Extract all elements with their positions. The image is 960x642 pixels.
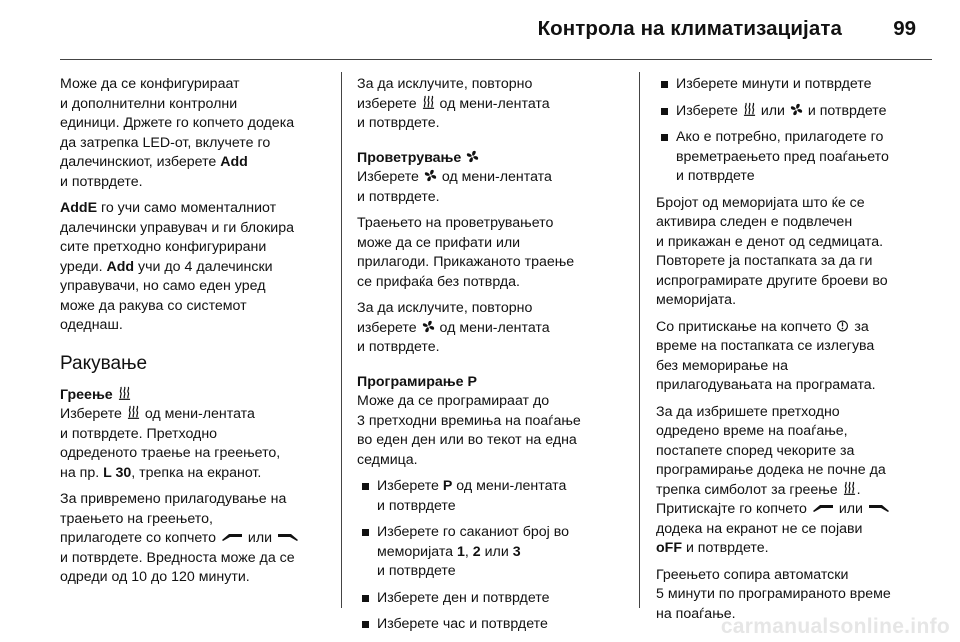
column-3 [656, 75, 941, 631]
watermark: carmanualsonline.info [720, 615, 950, 638]
paragraph-delete: За да избришете претходно одредено време на поаѓање, постапете според чекорите за програмирање додека не почне да трепка симболот за греење . Притискајте го копчето или додека на екранот не се појави oFF и потврдете. [656, 403, 941, 559]
fan-icon [790, 103, 803, 116]
fan-icon [422, 320, 435, 333]
paragraph-programming: Може да се програмираат до 3 претходни времиња на поаѓање во еден ден или во текот на една седмица. [357, 393, 581, 468]
paragraph-heating: Изберете од мени-лентата и потврдете. Претходно одреденото траење на греењето, на пр. L 30, трепка на екранот. [60, 406, 281, 481]
knob-left-icon [221, 531, 243, 543]
subheading-ventilation: Проветрување [357, 149, 642, 169]
fan-icon [424, 169, 437, 182]
page-header [0, 0, 960, 60]
list-item: Изберете P од мени-лентата и потврдете [357, 477, 642, 516]
power-button-icon [836, 319, 849, 332]
knob-right-icon [277, 531, 299, 543]
knob-right-icon [868, 502, 890, 514]
heat-waves-icon [118, 386, 131, 400]
paragraph-memory: Бројот од меморијата што ќе се активира следен е подвлечен и прикажан е денот од седмицата. Повторете ја постапката за да ги испрограмирате другите броеви во меморијата. [656, 194, 888, 308]
heat-waves-icon [743, 102, 756, 116]
page-number: 99 [893, 17, 916, 40]
heat-waves-icon [422, 95, 435, 109]
paragraph-vent-off: За да исклучите, повторно изберете од мени-лентата и потврдете. [357, 300, 550, 355]
paragraph-auto-stop: Греењето сопира автоматски 5 минути по програмираното време на поаѓање. [656, 566, 891, 622]
fan-icon [466, 150, 479, 163]
list-item: Изберете ден и потврдете [357, 589, 642, 609]
list-item: Изберете час и потврдете [357, 615, 642, 635]
subheading-programming: Програмирање P [357, 373, 477, 390]
duration-value: L 30 [103, 464, 132, 481]
subheading-heating: Греење [60, 386, 345, 406]
knob-left-icon [812, 502, 834, 514]
list-item: Изберете минути и потврдете [656, 75, 941, 95]
paragraph-config: Може да се конфигурираат и дополнителни контролни единици. Држете го копчето додека да затрепка LED-от, вклучете го далечинскиот, изберете Add и потврдете. [60, 76, 295, 190]
paragraph-adjust: За привремено прилагодување на траењето на греењето, прилагодете со копчето или и потврдете. Вредноста може да се одреди од 10 до 120 минути. [60, 490, 345, 588]
section-heading-operation: Ракување [60, 352, 148, 374]
page-title: Контрола на климатизацијата [537, 17, 842, 40]
paragraph-ventilation: Изберете од мени-лентата и потврдете. [357, 169, 552, 205]
paragraph-vent-duration: Траењето на проветрувањето може да се прифати или прилагоди. Прикажаното траење се прифаќа без потврда. [357, 215, 575, 290]
add-label: Add [220, 154, 248, 170]
off-label: oFF [656, 540, 682, 556]
add-label: Add [106, 258, 135, 275]
paragraph-heat-off: За да исклучите, повторно изберете од мени-лентата и потврдете. [357, 76, 550, 131]
column-1 [60, 75, 345, 595]
paragraph-exit: Со притискање на копчето за време на постапката се излегува без меморирање на прилагодувањата на програмата. [656, 318, 876, 393]
list-item: Изберете или и потврдете [656, 102, 941, 122]
heat-waves-icon [127, 405, 140, 419]
adde-label: AddE [60, 200, 98, 216]
list-item: Изберете го саканиот број во меморијата 1, 2 или 3 и потврдете [357, 523, 642, 582]
programming-steps-continued [656, 75, 941, 187]
header-rule [60, 59, 932, 60]
column-2 [357, 75, 642, 642]
paragraph-adde: AddE го учи само моменталниот далечински управувач и ги блокира сите претходно конфигурирани уреди. Add учи до 4 далечински управувачи, но само еден уред може да ракува со системот одеднаш. [60, 200, 294, 333]
programming-steps [357, 477, 642, 635]
heat-waves-icon [843, 481, 856, 495]
list-item: Ако е потребно, прилагодете го времетраењето пред поаѓањето и потврдете [656, 128, 941, 187]
